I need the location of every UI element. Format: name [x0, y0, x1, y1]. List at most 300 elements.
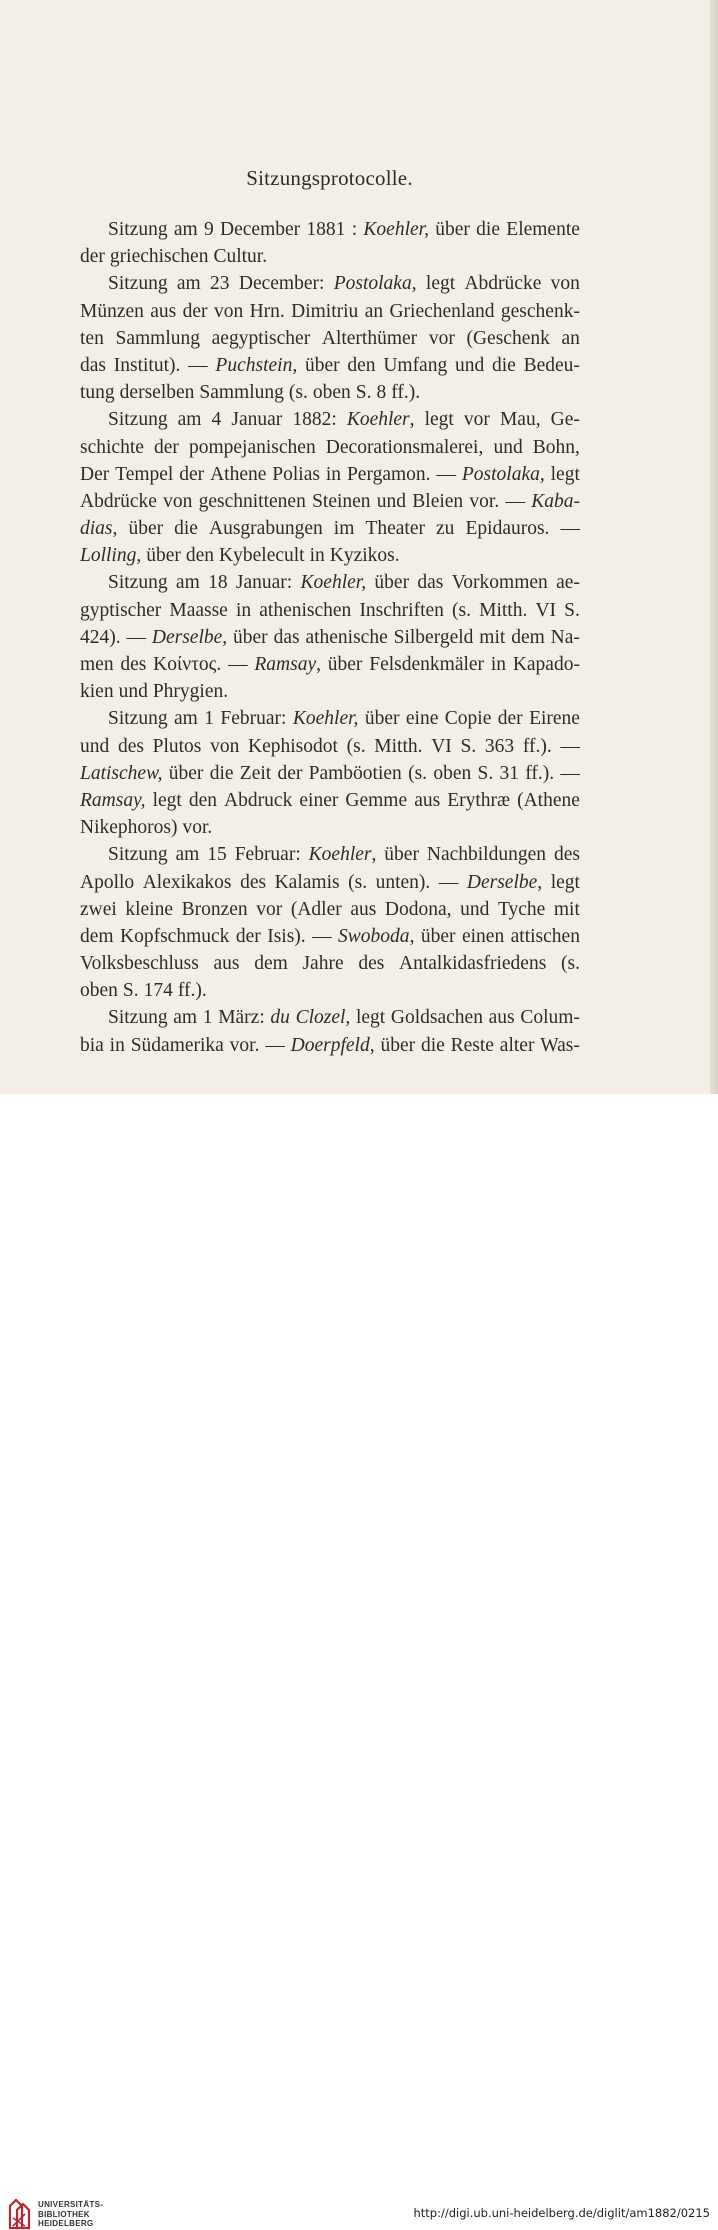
- word: in: [490, 654, 507, 675]
- word: Nachbildungen: [426, 844, 547, 866]
- word: Ge-: [550, 409, 580, 431]
- word: Januar: [231, 409, 283, 431]
- word: zu: [436, 518, 455, 540]
- word: kleine: [125, 898, 174, 920]
- word: Sammlung: [115, 327, 200, 349]
- word: 31: [499, 762, 519, 784]
- word: S.: [122, 980, 139, 1002]
- word: legt: [355, 1007, 386, 1029]
- word: Isis).: [267, 925, 306, 947]
- word: dem: [511, 626, 545, 648]
- word: mit: [479, 626, 506, 648]
- word: Was-: [540, 1034, 580, 1056]
- word: aus: [150, 300, 177, 322]
- university-library-logo-icon: [8, 2196, 32, 2230]
- word: über: [233, 626, 268, 648]
- word: Gemme: [345, 789, 408, 811]
- italic-name: Puchstein,: [215, 354, 298, 376]
- text-line: [80, 787, 580, 814]
- word: Koehler,: [309, 841, 377, 868]
- word: am: [176, 273, 201, 295]
- word: geschnittenen: [198, 490, 306, 512]
- word: December: [220, 219, 301, 240]
- word: Κοίντος.: [153, 654, 222, 675]
- word: der: [235, 925, 261, 947]
- word: 424).: [80, 626, 121, 648]
- word: Derselbe,: [467, 869, 542, 896]
- text-line: [80, 869, 580, 896]
- word: unten).: [375, 871, 431, 893]
- word: S.: [564, 599, 580, 621]
- word: am: [173, 219, 198, 240]
- italic-name: Swoboda: [338, 925, 410, 947]
- word: Postolaka,: [334, 270, 417, 297]
- word: Cultur.: [213, 246, 268, 268]
- word: die: [476, 219, 500, 240]
- word: Kyzikos.: [329, 545, 400, 567]
- word: am: [174, 708, 198, 730]
- italic-name: Derselbe,: [151, 626, 228, 648]
- word: —: [265, 1034, 285, 1056]
- word: die: [209, 762, 234, 784]
- word: an: [364, 300, 384, 322]
- word: [291, 1032, 375, 1059]
- word: Volksbeschluss: [80, 953, 199, 975]
- word: vor: [463, 409, 490, 431]
- word: und: [118, 681, 148, 703]
- word: vor.: [469, 490, 500, 512]
- word: von: [550, 273, 580, 295]
- word: Januar:: [235, 572, 293, 594]
- word: [293, 705, 359, 732]
- word: von: [163, 490, 193, 512]
- text-line: [80, 243, 580, 270]
- italic-name: Clozel,: [295, 1007, 351, 1029]
- italic-name: dias: [80, 518, 113, 540]
- word: —: [505, 490, 525, 512]
- word: Hrn.: [249, 300, 285, 322]
- word: der: [153, 436, 179, 458]
- word: 1: [204, 708, 214, 730]
- word: (s.: [452, 599, 471, 621]
- word: in: [309, 545, 325, 567]
- word: S.: [460, 735, 477, 757]
- word: Inschriften: [359, 599, 444, 621]
- word: S.: [477, 762, 494, 784]
- text-line: [80, 760, 580, 787]
- word: über: [374, 572, 410, 594]
- word: am: [177, 409, 202, 431]
- word: (s.: [560, 953, 580, 975]
- page-heading: Sitzungsprotocolle.: [246, 166, 413, 190]
- word: Abdrücke: [80, 490, 157, 512]
- word: Bronzen: [181, 898, 248, 920]
- word: Epidauros.: [465, 518, 550, 540]
- word: VI: [431, 735, 452, 757]
- word: im: [333, 518, 355, 540]
- word: legt: [152, 789, 182, 811]
- word: Institut).: [113, 354, 181, 376]
- word: (s.: [348, 871, 368, 893]
- word: Polias: [272, 463, 320, 485]
- word: einer: [299, 789, 339, 811]
- word: Kephisodot: [248, 735, 338, 757]
- word: (Adler: [290, 898, 342, 920]
- word: —: [560, 518, 580, 540]
- word: Ramsay,: [254, 651, 321, 678]
- word: aus: [488, 1007, 515, 1029]
- word: in: [325, 463, 342, 485]
- word: ten: [80, 327, 104, 349]
- word: Kopfschmuck: [120, 925, 230, 947]
- word: men: [80, 654, 114, 675]
- word: das: [273, 626, 300, 648]
- word: Silbergeld: [393, 626, 474, 648]
- word: des: [240, 871, 267, 893]
- word: über: [435, 219, 470, 240]
- italic-name: Ramsay,: [80, 789, 146, 811]
- italic-name: Doerpfeld,: [290, 1034, 375, 1056]
- word: am: [173, 1007, 198, 1029]
- word: (s.: [288, 382, 308, 404]
- word: 23: [210, 273, 230, 295]
- word: [462, 461, 545, 488]
- word: 4: [211, 409, 222, 431]
- word: Plutos: [152, 735, 202, 757]
- word: 1: [202, 1007, 213, 1029]
- word: Bedeu-: [523, 354, 580, 376]
- word: Alterthümer: [321, 327, 418, 349]
- word: Februar:: [234, 844, 301, 866]
- word: Tempel: [115, 463, 174, 485]
- text-line: [80, 542, 580, 569]
- word: [80, 787, 146, 814]
- word: den: [347, 354, 376, 376]
- text-line: [80, 923, 580, 950]
- text-line: [80, 678, 580, 705]
- word: Griechenland: [389, 300, 495, 322]
- word: Na-: [550, 626, 580, 648]
- word: von: [213, 300, 244, 322]
- word: Ausgrabungen: [209, 518, 323, 540]
- word: über: [168, 762, 204, 784]
- word: den: [185, 545, 215, 567]
- text-line: [80, 379, 580, 406]
- text-line: [80, 814, 580, 841]
- word: dias,: [80, 515, 117, 542]
- text-line: [80, 569, 580, 596]
- word: Sitzung: [108, 219, 168, 240]
- word: Steinen: [312, 490, 371, 512]
- word: 174: [143, 980, 173, 1002]
- word: Zeit: [239, 762, 272, 784]
- word: [80, 542, 141, 569]
- word: über: [380, 1034, 416, 1056]
- word: Apollo: [80, 871, 135, 893]
- text-line: [80, 325, 580, 352]
- text-line: [80, 705, 580, 732]
- word: schichte: [80, 436, 144, 458]
- word: [270, 1004, 290, 1031]
- text-line: [80, 651, 580, 678]
- text-line: [80, 950, 580, 977]
- library-name-line: UNIVERSITÄTS-: [38, 2200, 104, 2209]
- word: (Geschenk: [466, 327, 550, 349]
- word: [531, 488, 580, 515]
- word: :: [351, 219, 358, 240]
- word: Alexikakos: [142, 871, 232, 893]
- word: Sitzung: [108, 273, 168, 295]
- word: ff.).: [177, 980, 207, 1002]
- word: und: [460, 898, 490, 920]
- word: 1882:: [292, 409, 337, 431]
- text-line: [80, 298, 580, 325]
- word: Sitzung: [108, 708, 168, 730]
- text-line: [80, 352, 580, 379]
- word: athenischen: [259, 599, 352, 621]
- word: des: [117, 735, 144, 757]
- word: oben: [80, 980, 118, 1002]
- word: einen: [461, 925, 505, 947]
- word: [80, 760, 163, 787]
- word: Sitzung: [108, 844, 168, 866]
- italic-name: Koehler,: [300, 572, 367, 594]
- word: pompejanischen: [188, 436, 316, 458]
- word: über: [146, 545, 181, 567]
- text-line: [80, 733, 580, 760]
- word: —: [188, 354, 208, 376]
- word: ff.).: [522, 735, 552, 757]
- word: attischen: [510, 925, 580, 947]
- word: Abdruck: [224, 789, 293, 811]
- word: die: [174, 518, 198, 540]
- word: und: [454, 354, 485, 376]
- word: Goldsachen: [390, 1007, 483, 1029]
- italic-name: Postolaka: [333, 273, 412, 295]
- word: (s.: [408, 762, 428, 784]
- word: athenische: [305, 626, 388, 648]
- word: [152, 624, 227, 651]
- word: Mitth.: [479, 599, 528, 621]
- word: Münzen: [80, 300, 144, 322]
- word: Sitzung: [108, 572, 168, 594]
- word: der: [277, 762, 303, 784]
- word: Kalamis: [274, 871, 340, 893]
- word: Colum-: [520, 1007, 580, 1029]
- word: ae-: [556, 572, 580, 594]
- word: Copie: [444, 708, 492, 730]
- word: [363, 216, 429, 243]
- word: aegyptischer: [211, 327, 311, 349]
- word: zwei: [80, 898, 117, 920]
- text-line: [80, 488, 580, 515]
- word: aus: [350, 898, 377, 920]
- text-line: [80, 977, 580, 1004]
- word: Mau,: [499, 409, 541, 431]
- word: [215, 352, 297, 379]
- word: Pamböotien: [308, 762, 402, 784]
- library-name: [38, 2200, 103, 2229]
- italic-name: Lolling,: [80, 545, 142, 567]
- word: Phrygien.: [152, 681, 229, 703]
- library-name-line: BIBLIOTHEK: [38, 2209, 90, 2219]
- word: Jahre: [302, 953, 344, 975]
- scanned-page: [0, 0, 718, 1094]
- library-name-line: HEIDELBERG: [38, 2219, 94, 2228]
- word: legt: [425, 273, 456, 295]
- text-line: [80, 624, 580, 651]
- word: tung: [80, 382, 115, 404]
- body-text: [80, 216, 580, 1059]
- word: den: [188, 789, 218, 811]
- word: Theater: [365, 518, 425, 540]
- word: (Athene: [517, 789, 580, 811]
- word: das: [80, 354, 106, 376]
- word: und: [493, 436, 523, 458]
- word: gyptischer: [80, 599, 162, 621]
- text-line: [80, 434, 580, 461]
- word: vor: [428, 327, 455, 349]
- word: März:: [218, 1007, 265, 1029]
- word: über: [384, 844, 419, 866]
- italic-name: Postolaka,: [461, 463, 545, 485]
- word: und: [80, 735, 110, 757]
- word: Felsdenkmäler: [369, 654, 485, 675]
- word: von: [210, 735, 240, 757]
- word: Dodona,: [384, 898, 452, 920]
- word: 1881: [306, 219, 346, 240]
- word: am: [175, 844, 200, 866]
- word: geschenk-: [500, 300, 580, 322]
- word: Pergamon.: [346, 463, 431, 485]
- word: Dimitriu: [291, 300, 359, 322]
- word: eine: [405, 708, 439, 730]
- word: [296, 1004, 351, 1031]
- word: Koehler,: [347, 406, 415, 433]
- word: mit: [553, 898, 580, 920]
- word: und: [376, 490, 407, 512]
- word: legt: [550, 871, 580, 893]
- word: aus: [213, 953, 240, 975]
- word: S.: [355, 382, 372, 404]
- word: über: [304, 354, 340, 376]
- word: 9: [203, 219, 214, 240]
- text-line: [80, 216, 580, 243]
- word: der: [497, 708, 523, 730]
- word: —: [312, 925, 332, 947]
- italic-name: Koehler: [308, 844, 372, 866]
- word: des: [120, 654, 147, 675]
- italic-name: Koehler,: [363, 219, 429, 240]
- word: —: [436, 463, 456, 485]
- text-line: [80, 270, 580, 297]
- text-line: [80, 841, 580, 868]
- word: —: [560, 735, 580, 757]
- word: legt: [550, 463, 580, 485]
- italic-name: du: [270, 1007, 290, 1029]
- word: VI: [535, 599, 557, 621]
- word: Umfang: [383, 354, 448, 376]
- text-line: [80, 461, 580, 488]
- word: Sitzung: [108, 1007, 168, 1029]
- word: Maasse: [169, 599, 228, 621]
- word: (s.: [346, 735, 366, 757]
- word: der: [182, 300, 208, 322]
- word: dem: [254, 953, 288, 975]
- word: die: [420, 1034, 445, 1056]
- word: über: [420, 925, 456, 947]
- word: legt: [424, 409, 454, 431]
- text-line: [80, 515, 580, 542]
- text-line: [80, 1004, 580, 1031]
- word: bia: [80, 1034, 104, 1056]
- word: Antalkidasfriedens: [399, 953, 547, 975]
- word: [301, 569, 367, 596]
- word: Februar:: [220, 708, 287, 730]
- word: Mitth.: [374, 735, 423, 757]
- word: —: [228, 654, 248, 675]
- footer-bar: [0, 1094, 718, 2228]
- source-url-link[interactable]: http://digi.ub.uni-heidelberg.de/diglit/am1882/0215: [413, 2206, 710, 2220]
- word: 363: [484, 735, 515, 757]
- word: griechischen: [109, 246, 209, 268]
- word: oben: [433, 762, 472, 784]
- word: vor.: [229, 1034, 260, 1056]
- word: Der: [80, 463, 110, 485]
- word: Eirene: [529, 708, 580, 730]
- word: derselben: [119, 382, 195, 404]
- word: über: [364, 708, 400, 730]
- word: in: [235, 599, 252, 621]
- word: ff.).: [525, 762, 555, 784]
- word: des: [358, 953, 385, 975]
- word: 8: [376, 382, 387, 404]
- word: vor.: [182, 817, 213, 839]
- word: das: [417, 572, 444, 594]
- italic-name: Koehler,: [292, 708, 359, 730]
- word: an: [561, 327, 580, 349]
- page-edge-shadow: [710, 0, 718, 1094]
- word: —: [560, 762, 580, 784]
- word: Bleien: [412, 490, 464, 512]
- word: des: [553, 844, 580, 866]
- word: ff.).: [391, 382, 421, 404]
- word: vor: [256, 898, 283, 920]
- word: 15: [207, 844, 227, 866]
- word: die: [492, 354, 516, 376]
- text-line: [80, 1032, 580, 1059]
- word: alter: [499, 1034, 535, 1056]
- word: Vorkommen: [451, 572, 548, 594]
- word: Tyche: [497, 898, 546, 920]
- word: in: [109, 1034, 125, 1056]
- word: dem: [80, 925, 114, 947]
- word: December:: [238, 273, 325, 295]
- word: Kybelecult: [219, 545, 305, 567]
- word: Abdrücke: [464, 273, 542, 295]
- word: Erythræ: [447, 789, 511, 811]
- word: Nikephoros): [80, 817, 178, 839]
- word: Kapado-: [512, 654, 580, 675]
- word: Bohn,: [532, 436, 580, 458]
- italic-name: Latischew,: [80, 762, 163, 784]
- word: Sitzung: [108, 409, 168, 431]
- word: der: [179, 463, 205, 485]
- word: 18: [208, 572, 228, 594]
- word: —: [438, 871, 459, 893]
- word: der: [80, 246, 105, 268]
- word: Swoboda,: [338, 923, 414, 950]
